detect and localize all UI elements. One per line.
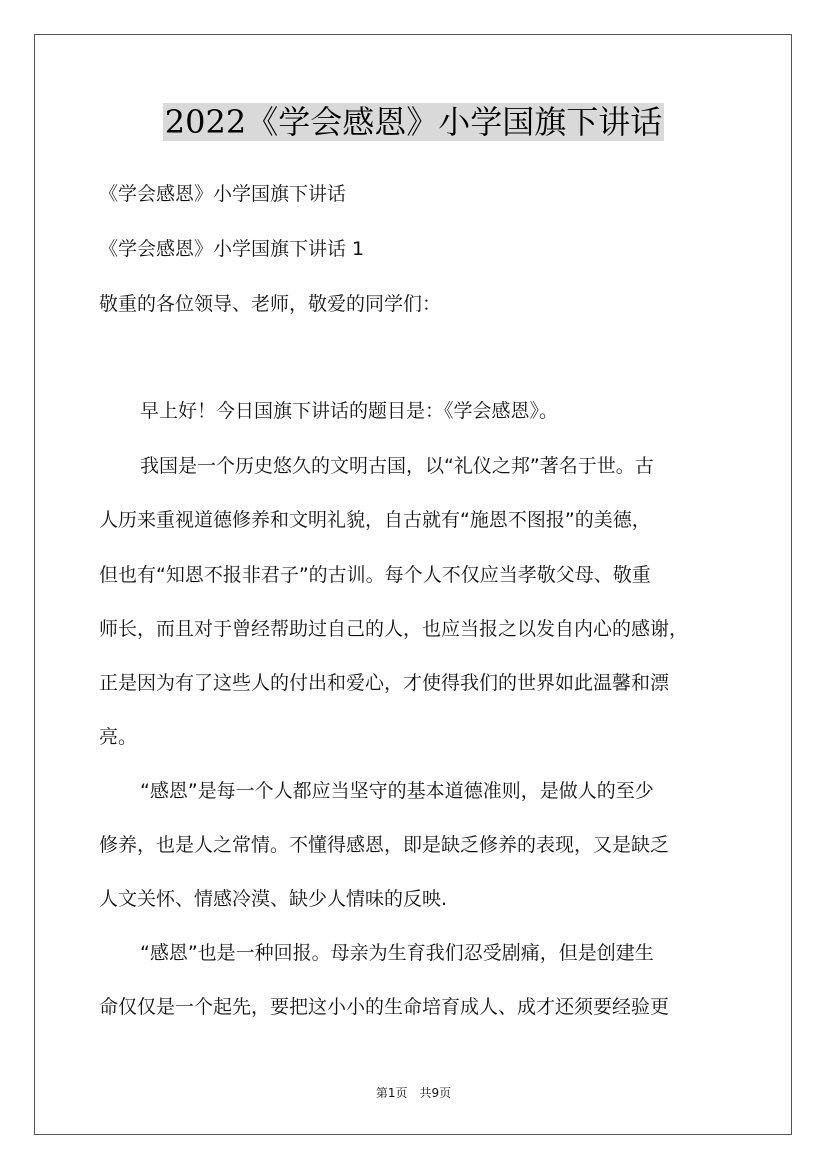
body-line: 修养，也是人之常情。不懂得感恩，即是缺乏修养的表现，又是缺乏 bbox=[99, 834, 670, 856]
body-line: 我国是一个历史悠久的文明古国，以“礼仪之邦”著名于世。古 bbox=[140, 455, 654, 477]
body-line: “感恩”是每一个人都应当坚守的基本道德准则，是做人的至少 bbox=[140, 780, 654, 802]
body-line: 命仅仅是一个起先，要把这小小的生命培育成人、成才还须要经验更 bbox=[99, 996, 670, 1018]
body-line: 亮。 bbox=[99, 726, 138, 748]
page-footer: 第1页 共9页 bbox=[375, 1086, 452, 1100]
body-line: “感恩”也是一种回报。母亲为生育我们忍受剧痛，但是创建生 bbox=[140, 942, 654, 964]
title-text: 2022《学会感恩》小学国旗下讲话 bbox=[164, 103, 663, 141]
document-title bbox=[0, 98, 827, 146]
body-line: 人历来重视道德修养和文明礼貌，自古就有“施恩不图报”的美德， bbox=[99, 509, 651, 531]
subtitle: 《学会感恩》小学国旗下讲话 bbox=[99, 183, 347, 205]
section-heading: 《学会感恩》小学国旗下讲话 1 bbox=[99, 238, 365, 260]
body-line: 早上好！今日国旗下讲话的题目是：《学会感恩》。 bbox=[140, 400, 559, 422]
body-line: 师长，而且对于曾经帮助过自己的人，也应当报之以发自内心的感谢， bbox=[99, 618, 689, 640]
body-line: 正是因为有了这些人的付出和爱心，才使得我们的世界如此温馨和漂 bbox=[99, 672, 670, 694]
body-line: 人文关怀、情感冷漠、缺少人情味的反映. bbox=[99, 888, 448, 910]
body-line: 但也有“知恩不报非君子”的古训。每个人不仅应当孝敬父母、敬重 bbox=[99, 564, 651, 586]
salutation: 敬重的各位领导、老师，敬爱的同学们： bbox=[99, 293, 442, 315]
